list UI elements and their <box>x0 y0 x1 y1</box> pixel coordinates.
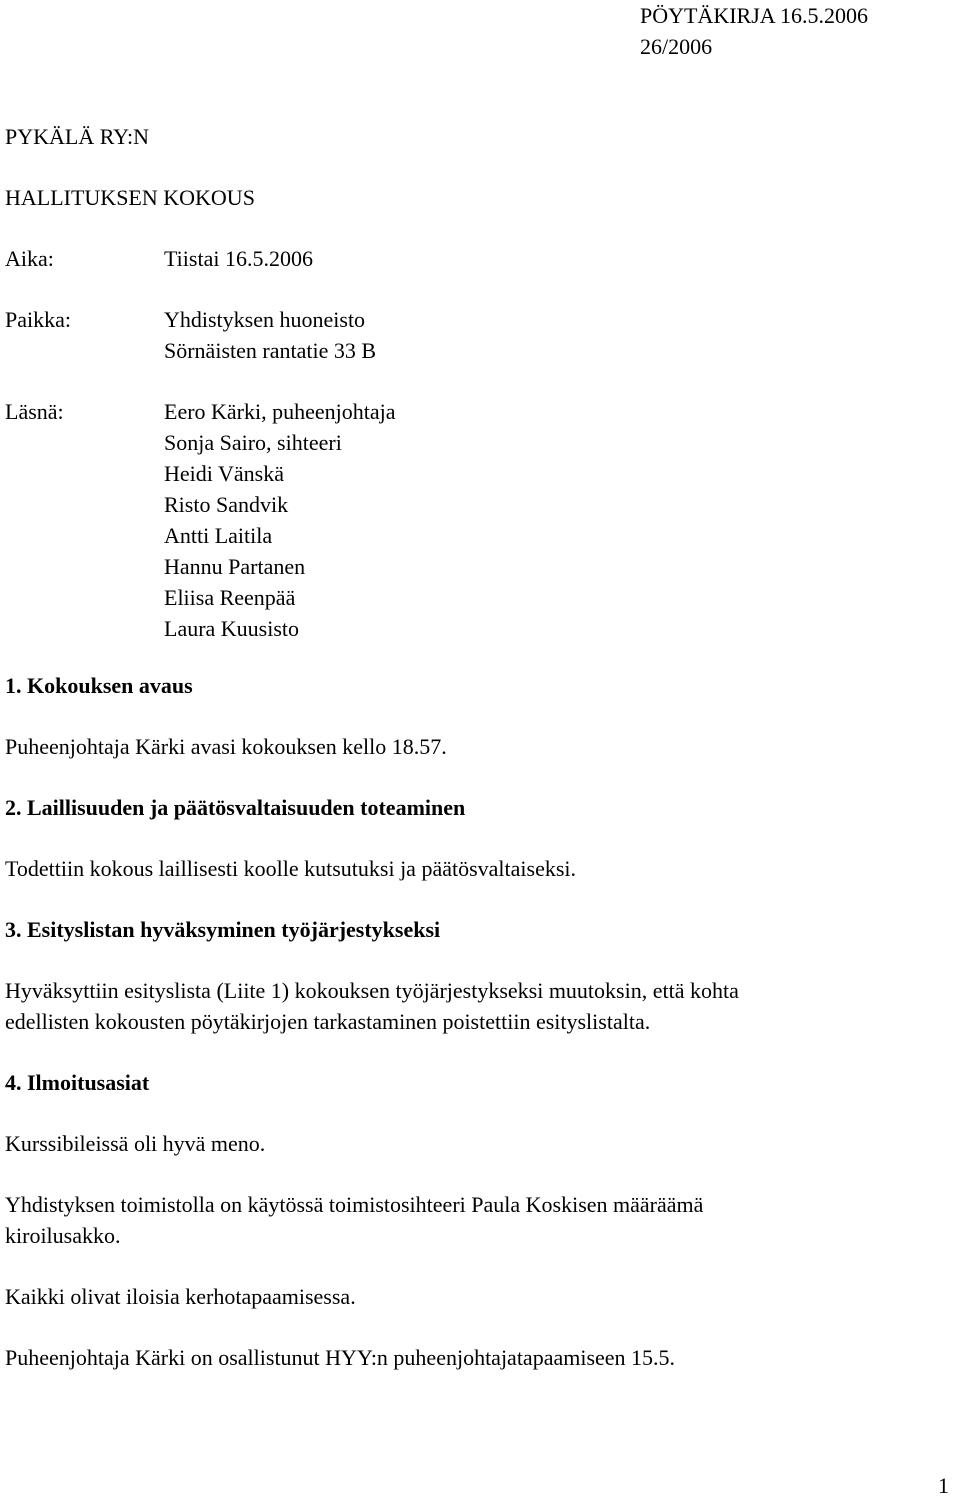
section-paragraph <box>5 1128 265 1159</box>
place-value <box>164 304 376 366</box>
page-number: 1 <box>938 1473 949 1498</box>
paragraph-line: edellisten kokousten pöytäkirjojen tarkastaminen poistettiin esityslistalta. <box>5 1009 651 1034</box>
section-heading: 1. Kokouksen avaus <box>5 673 193 698</box>
attendee: Heidi Vänskä <box>164 461 284 486</box>
paragraph-line: Todettiin kokous laillisesti koolle kutsutuksi ja päätösvaltaiseksi. <box>5 856 577 881</box>
paragraph-line: Kurssibileissä oli hyvä meno. <box>5 1131 266 1156</box>
doc-number: 26/2006 <box>640 34 713 59</box>
paragraph-line: Puheenjohtaja Kärki avasi kokouksen kello 18.57. <box>5 734 447 759</box>
doc-type-date: PÖYTÄKIRJA 16.5.2006 <box>640 3 868 28</box>
document-header <box>640 0 868 62</box>
paragraph-line: Puheenjohtaja Kärki on osallistunut HYY:n puheenjohtajatapaamiseen 15.5. <box>5 1345 676 1370</box>
attendee: Risto Sandvik <box>164 492 289 517</box>
meeting-title: HALLITUKSEN KOKOUS <box>5 185 255 210</box>
attendee: Eliisa Reenpää <box>164 585 296 610</box>
attendee: Eero Kärki, puheenjohtaja <box>164 399 396 424</box>
attendee-list <box>164 396 396 644</box>
section-paragraph <box>5 1189 703 1251</box>
organization-name: PYKÄLÄ RY:N <box>5 124 150 149</box>
time-label: Aika: <box>5 246 54 271</box>
attendee: Hannu Partanen <box>164 554 306 579</box>
section-paragraph <box>5 1281 356 1312</box>
section-heading: 2. Laillisuuden ja päätösvaltaisuuden toteaminen <box>5 795 466 820</box>
section-heading: 3. Esityslistan hyväksyminen työjärjestykseksi <box>5 917 441 942</box>
section-paragraph <box>5 731 447 762</box>
paragraph-line: Yhdistyksen toimistolla on käytössä toimistosihteeri Paula Koskisen määräämä <box>5 1192 704 1217</box>
paragraph-line: Hyväksyttiin esityslista (Liite 1) kokouksen työjärjestykseksi muutoksin, että kohta <box>5 978 739 1003</box>
attendee: Sonja Sairo, sihteeri <box>164 430 342 455</box>
section-paragraph <box>5 975 739 1037</box>
time-value: Tiistai 16.5.2006 <box>164 246 313 271</box>
attendee: Laura Kuusisto <box>164 616 300 641</box>
place-label: Paikka: <box>5 307 71 332</box>
place-line: Sörnäisten rantatie 33 B <box>164 338 377 363</box>
present-label: Läsnä: <box>5 399 64 424</box>
attendee: Antti Laitila <box>164 523 273 548</box>
place-line: Yhdistyksen huoneisto <box>164 307 366 332</box>
section-paragraph <box>5 1342 675 1373</box>
paragraph-line: kiroilusakko. <box>5 1223 121 1248</box>
paragraph-line: Kaikki olivat iloisia kerhotapaamisessa. <box>5 1284 356 1309</box>
section-heading: 4. Ilmoitusasiat <box>5 1070 150 1095</box>
section-paragraph <box>5 853 576 884</box>
